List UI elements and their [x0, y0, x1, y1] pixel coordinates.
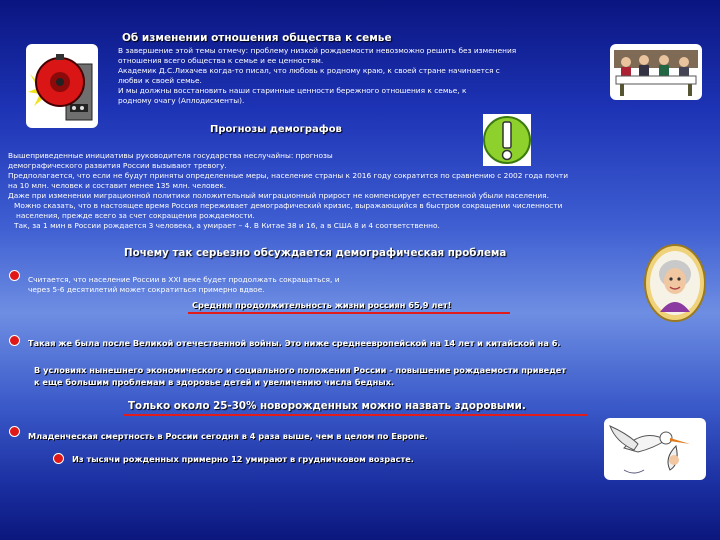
section2-indented-block — [8, 201, 714, 231]
family-dinner-image — [610, 44, 702, 100]
bullet-icon — [53, 453, 64, 464]
section3-title: Почему так серьезно обсуждается демографическая проблема — [124, 247, 507, 259]
section1-line: В завершение этой темы отмечу: проблему низкой рождаемости невозможно решить без изменения — [118, 46, 517, 55]
section4-title: Только около 25-30% новорожденных можно назвать здоровыми. — [128, 400, 526, 412]
section2-line: населения, прежде всего за счет сокращения рождаемости. — [16, 211, 255, 220]
section3-item1-line: Считается, что население России в XXI веке будет продолжать сокращаться, и — [28, 275, 340, 284]
section3-item3 — [34, 364, 566, 388]
section2-text — [8, 151, 714, 231]
section2-line: демографического развития России вызывают тревогу. — [8, 161, 227, 170]
stork-baby-image — [604, 418, 706, 480]
section1-line: родному очагу (Аплодисменты). — [118, 96, 245, 105]
red-underline — [188, 312, 510, 314]
bullet-icon — [9, 426, 20, 437]
section2-line: Вышеприведенные инициативы руководителя государства неслучайны: прогнозы — [8, 151, 333, 160]
section2-title: Прогнозы демографов — [210, 124, 342, 135]
red-underline — [124, 414, 588, 416]
section4-item2: Из тысячи рожденных примерно 12 умирают в грудничковом возрасте. — [72, 454, 414, 464]
section4-item1: Младенческая смертность в России сегодня в 4 раза выше, чем в целом по Европе. — [28, 431, 428, 441]
section3-item3-line: В условиях нынешнего экономического и социального положения России - повышение рождаемости приведет — [34, 365, 567, 375]
section1-title: Об изменении отношения общества к семье — [122, 32, 392, 44]
section2-line: Даже при изменении миграционной политики положительный миграционный прирост не компенсирует естественной убыли населения. — [8, 191, 549, 200]
section2-line: на 10 млн. человек и составит менее 135 млн. человек. — [8, 181, 227, 190]
section3-item3-line: к еще большим проблемам в здоровье детей и увеличению числа бедных. — [34, 377, 395, 387]
bullet-icon — [9, 270, 20, 281]
section1-line: отношения всего общества к семье и ее ценностям. — [118, 56, 324, 65]
elderly-woman-portrait — [644, 244, 706, 322]
section2-line: Можно сказать, что в настоящее время Россия переживает демографический кризис, выражающийся в быстром сокращении численности — [14, 201, 563, 210]
section1-line: любви к своей семье. — [118, 76, 202, 85]
section2-line: Предполагается, что если не будут приняты определенные меры, население страны к 2016 году сократится по сравнению с 2002 года почти — [8, 171, 569, 180]
section1-text — [118, 46, 516, 106]
section3-item1 — [28, 275, 340, 295]
section3-item1-line: через 5-6 десятилетий может сократиться примерно вдвое. — [28, 285, 265, 294]
section2-line: Так, за 1 мин в России рождается 3 человека, а умирает – 4. В Китае 38 и 16, а в США 8 и 4 соответственно. — [14, 221, 440, 230]
section1-line: И мы должны восстановить наши старинные ценности бережного отношения к семье, к — [118, 86, 467, 95]
life-expectancy-highlight: Средняя продолжительность жизни россиян 65,9 лет! — [192, 300, 452, 310]
section3-item2: Такая же была после Великой отечественной войны. Это ниже среднеевропейской на 14 лет и китайской на 6. — [28, 338, 561, 348]
alarm-bell-icon — [26, 44, 98, 128]
bullet-icon — [9, 335, 20, 346]
section1-line: Академик Д.С.Лихачев когда-то писал, что любовь к родному краю, к своей стране начинается с — [118, 66, 500, 75]
